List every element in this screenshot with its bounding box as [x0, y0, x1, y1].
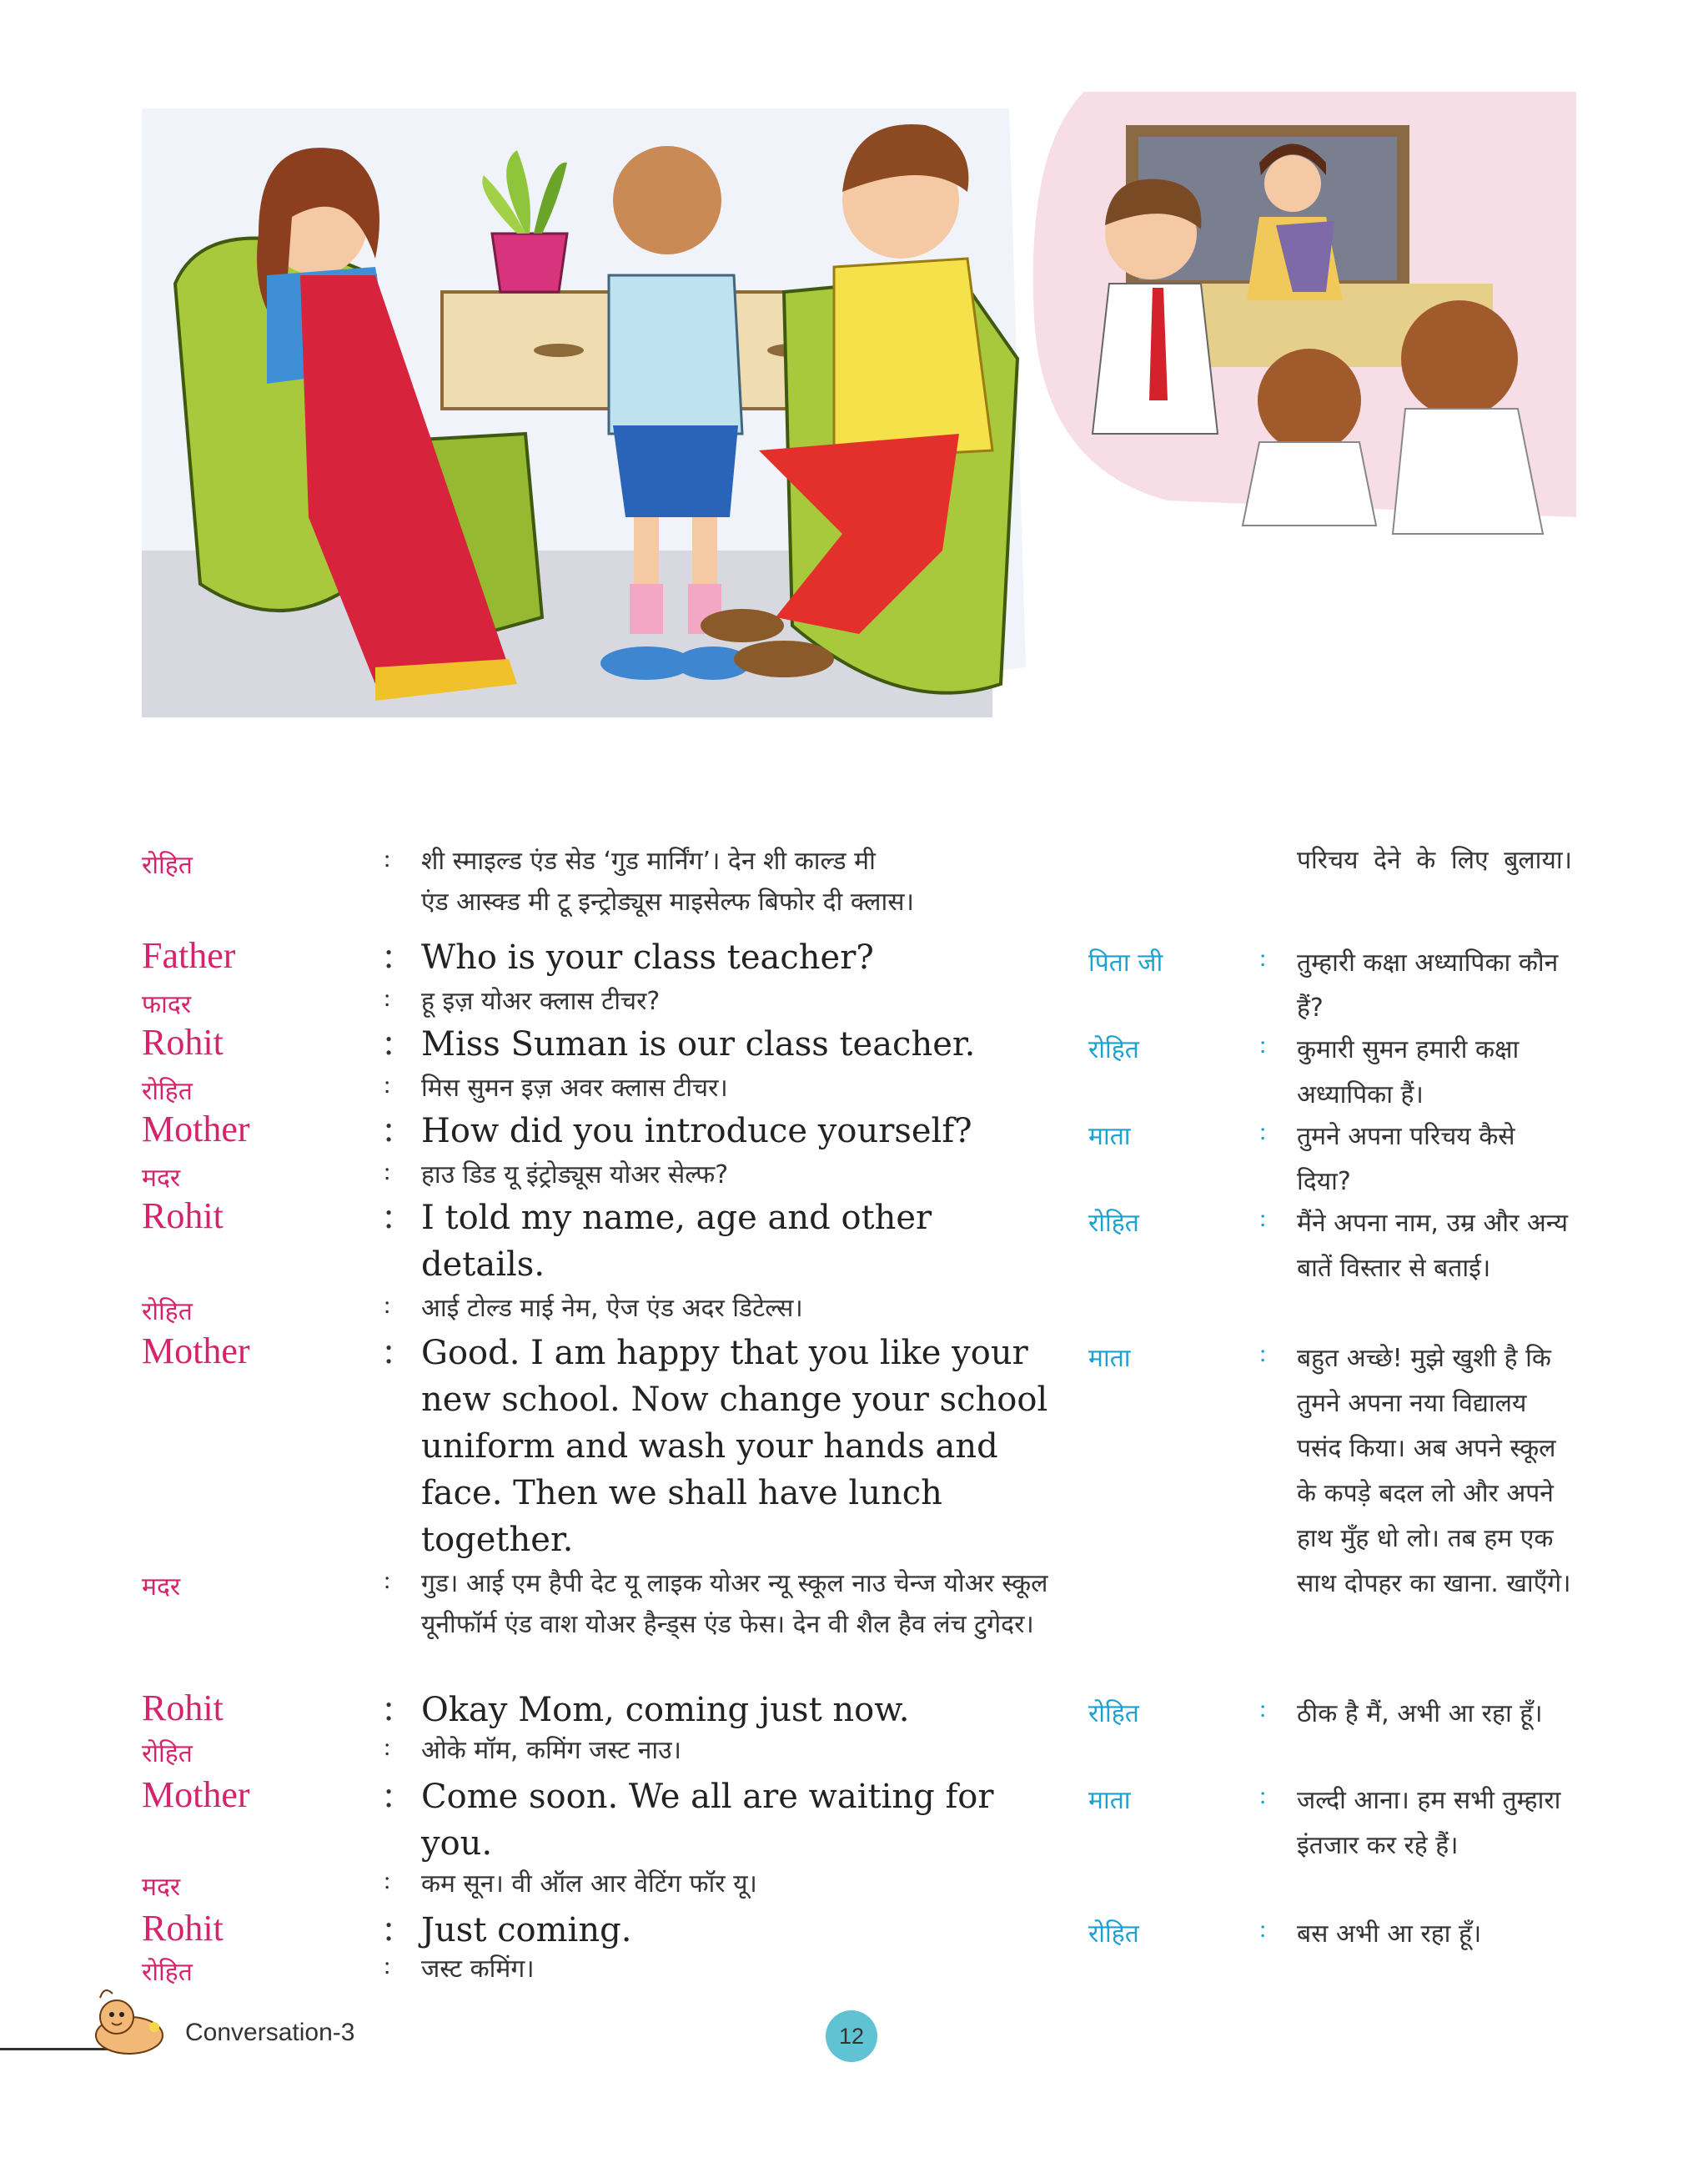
transliteration-line: ओके मॉम, कमिंग जस्ट नाउ।	[421, 1736, 681, 1765]
speaker-en-rohit: Rohit	[142, 1195, 224, 1236]
english-line: Okay Mom, coming just now.	[421, 1691, 910, 1729]
speaker-hindi: पिता जी	[1088, 948, 1163, 978]
colon: :	[384, 1908, 394, 1949]
colon: :	[384, 1195, 394, 1236]
hindi-line: जल्दी आना। हम सभी तुम्हारा इंतजार कर रहे हैं।	[1297, 1786, 1561, 1860]
intro-hindi: परिचय देने के लिए बुलाया।	[1297, 846, 1572, 875]
page-number: 12	[826, 2010, 877, 2062]
english-line: Miss Suman is our class teacher.	[421, 1025, 976, 1064]
colon: :	[384, 1109, 394, 1149]
speaker-hindi: माता	[1088, 1122, 1131, 1151]
colon: :	[384, 935, 394, 976]
colon: :	[1259, 1205, 1267, 1232]
transliteration-line: जस्ट कमिंग।	[421, 1954, 535, 1984]
colon: :	[384, 1688, 394, 1728]
transliteration-line: हू इज़ योअर क्लास टीचर?	[421, 987, 661, 1016]
colon: :	[384, 1071, 391, 1099]
speaker-translit: रोहित	[142, 1739, 193, 1768]
speaker-translit: फादर	[142, 990, 192, 1019]
colon: :	[384, 1022, 394, 1063]
speaker-hindi: रोहित	[1088, 1035, 1139, 1064]
speaker-hindi: रोहित	[1088, 1699, 1139, 1728]
speaker-translit: मदर	[142, 1572, 181, 1602]
hindi-line: तुमने अपना परिचय कैसे दिया?	[1297, 1122, 1515, 1196]
speaker-en-mother: Mother	[142, 1330, 250, 1371]
colon: :	[1259, 1031, 1267, 1059]
intro-line-2: एंड आस्क्ड मी टू इन्ट्रोड्यूस माइसेल्फ बिफोर दी क्लास।	[421, 888, 914, 917]
speaker-translit: मदर	[142, 1873, 181, 1902]
colon: :	[384, 845, 391, 873]
english-line: Good. I am happy that you like your new school. Now change your school uniform and wash your hands and face. Then we shall have lunch together.	[421, 1334, 1048, 1559]
transliteration-line: कम सून। वी ऑल आर वेटिंग फॉर यू।	[421, 1869, 757, 1899]
speaker-translit: रोहित	[142, 1297, 193, 1326]
speaker-en-mother: Mother	[142, 1109, 250, 1149]
colon: :	[384, 984, 391, 1012]
speaker-translit: रोहित	[142, 1077, 193, 1106]
transliteration-line: हाउ डिड यू इंट्रोड्यूस योअर सेल्फ?	[421, 1160, 729, 1190]
colon: :	[1259, 1695, 1267, 1723]
transliteration-line: मिस सुमन इज़ अवर क्लास टीचर।	[421, 1074, 728, 1103]
colon: :	[384, 1733, 391, 1761]
colon: :	[384, 1291, 391, 1319]
chapter-label: Conversation-3	[185, 2019, 355, 2046]
hindi-line: बहुत अच्छे! मुझे खुशी है कि तुमने अपना नया विद्यालय पसंद किया। अब अपने स्कूल के कपड़े बदल लो और अपने हाथ मुँह धो लो। तब हम एक साथ दोपहर का खाना. खाएँगे।	[1297, 1344, 1571, 1598]
transliteration-line: गुड। आई एम हैपी देट यू लाइक योअर न्यू स्कूल नाउ चेन्ज योअर स्कूल यूनीफॉर्म एंड वाश योअर हैन्ड्स एंड फेस। देन वी शैल हैव लंच टुगेदर।	[421, 1569, 1048, 1639]
intro-speaker: रोहित	[142, 851, 193, 880]
english-line: I told my name, age and other details.	[421, 1199, 932, 1284]
hindi-line: ठीक है मैं, अभी आ रहा हूँ।	[1297, 1699, 1543, 1728]
english-line: Just coming.	[421, 1911, 632, 1949]
english-line: Who is your class teacher?	[421, 938, 874, 977]
colon: :	[1259, 1915, 1267, 1943]
colon: :	[1259, 944, 1267, 972]
colon: :	[1259, 1340, 1267, 1367]
colon: :	[1259, 1118, 1267, 1145]
speaker-en-rohit: Rohit	[142, 1908, 224, 1949]
speaker-hindi: माता	[1088, 1786, 1131, 1815]
colon: :	[384, 1867, 391, 1894]
transliteration-line: आई टोल्ड माई नेम, ऐज एंड अदर डिटेल्स।	[421, 1294, 803, 1323]
intro-line-1: शी स्माइल्ड एंड सेड ‘गुड मार्निंग’। देन शी काल्ड मी	[421, 847, 876, 876]
colon: :	[384, 1330, 394, 1371]
english-line: Come soon. We all are waiting for you.	[421, 1778, 994, 1863]
hindi-line: बस अभी आ रहा हूँ।	[1297, 1919, 1482, 1949]
speaker-hindi: रोहित	[1088, 1209, 1139, 1238]
speaker-en-father: Father	[142, 935, 236, 976]
speaker-en-rohit: Rohit	[142, 1022, 224, 1063]
speaker-translit: मदर	[142, 1164, 181, 1193]
hindi-line: तुम्हारी कक्षा अध्यापिका कौन हैं?	[1297, 948, 1559, 1023]
hindi-line: कुमारी सुमन हमारी कक्षा अध्यापिका हैं।	[1297, 1035, 1520, 1109]
hindi-line: मैंने अपना नाम, उम्र और अन्य बातें विस्तार से बताई।	[1297, 1209, 1569, 1283]
mascot-icon	[83, 1977, 175, 2060]
colon: :	[384, 1158, 391, 1185]
colon: :	[384, 1952, 391, 1979]
colon: :	[384, 1774, 394, 1815]
speaker-en-mother: Mother	[142, 1774, 250, 1815]
conversation-illustration	[125, 83, 1576, 817]
colon: :	[1259, 1782, 1267, 1809]
speaker-hindi: रोहित	[1088, 1919, 1139, 1949]
speaker-hindi: माता	[1088, 1344, 1131, 1373]
speaker-en-rohit: Rohit	[142, 1688, 224, 1728]
intro-transliteration	[421, 841, 1055, 923]
english-line: How did you introduce yourself?	[421, 1112, 972, 1150]
speaker-translit: रोहित	[142, 1958, 193, 1987]
colon: :	[384, 1567, 391, 1594]
